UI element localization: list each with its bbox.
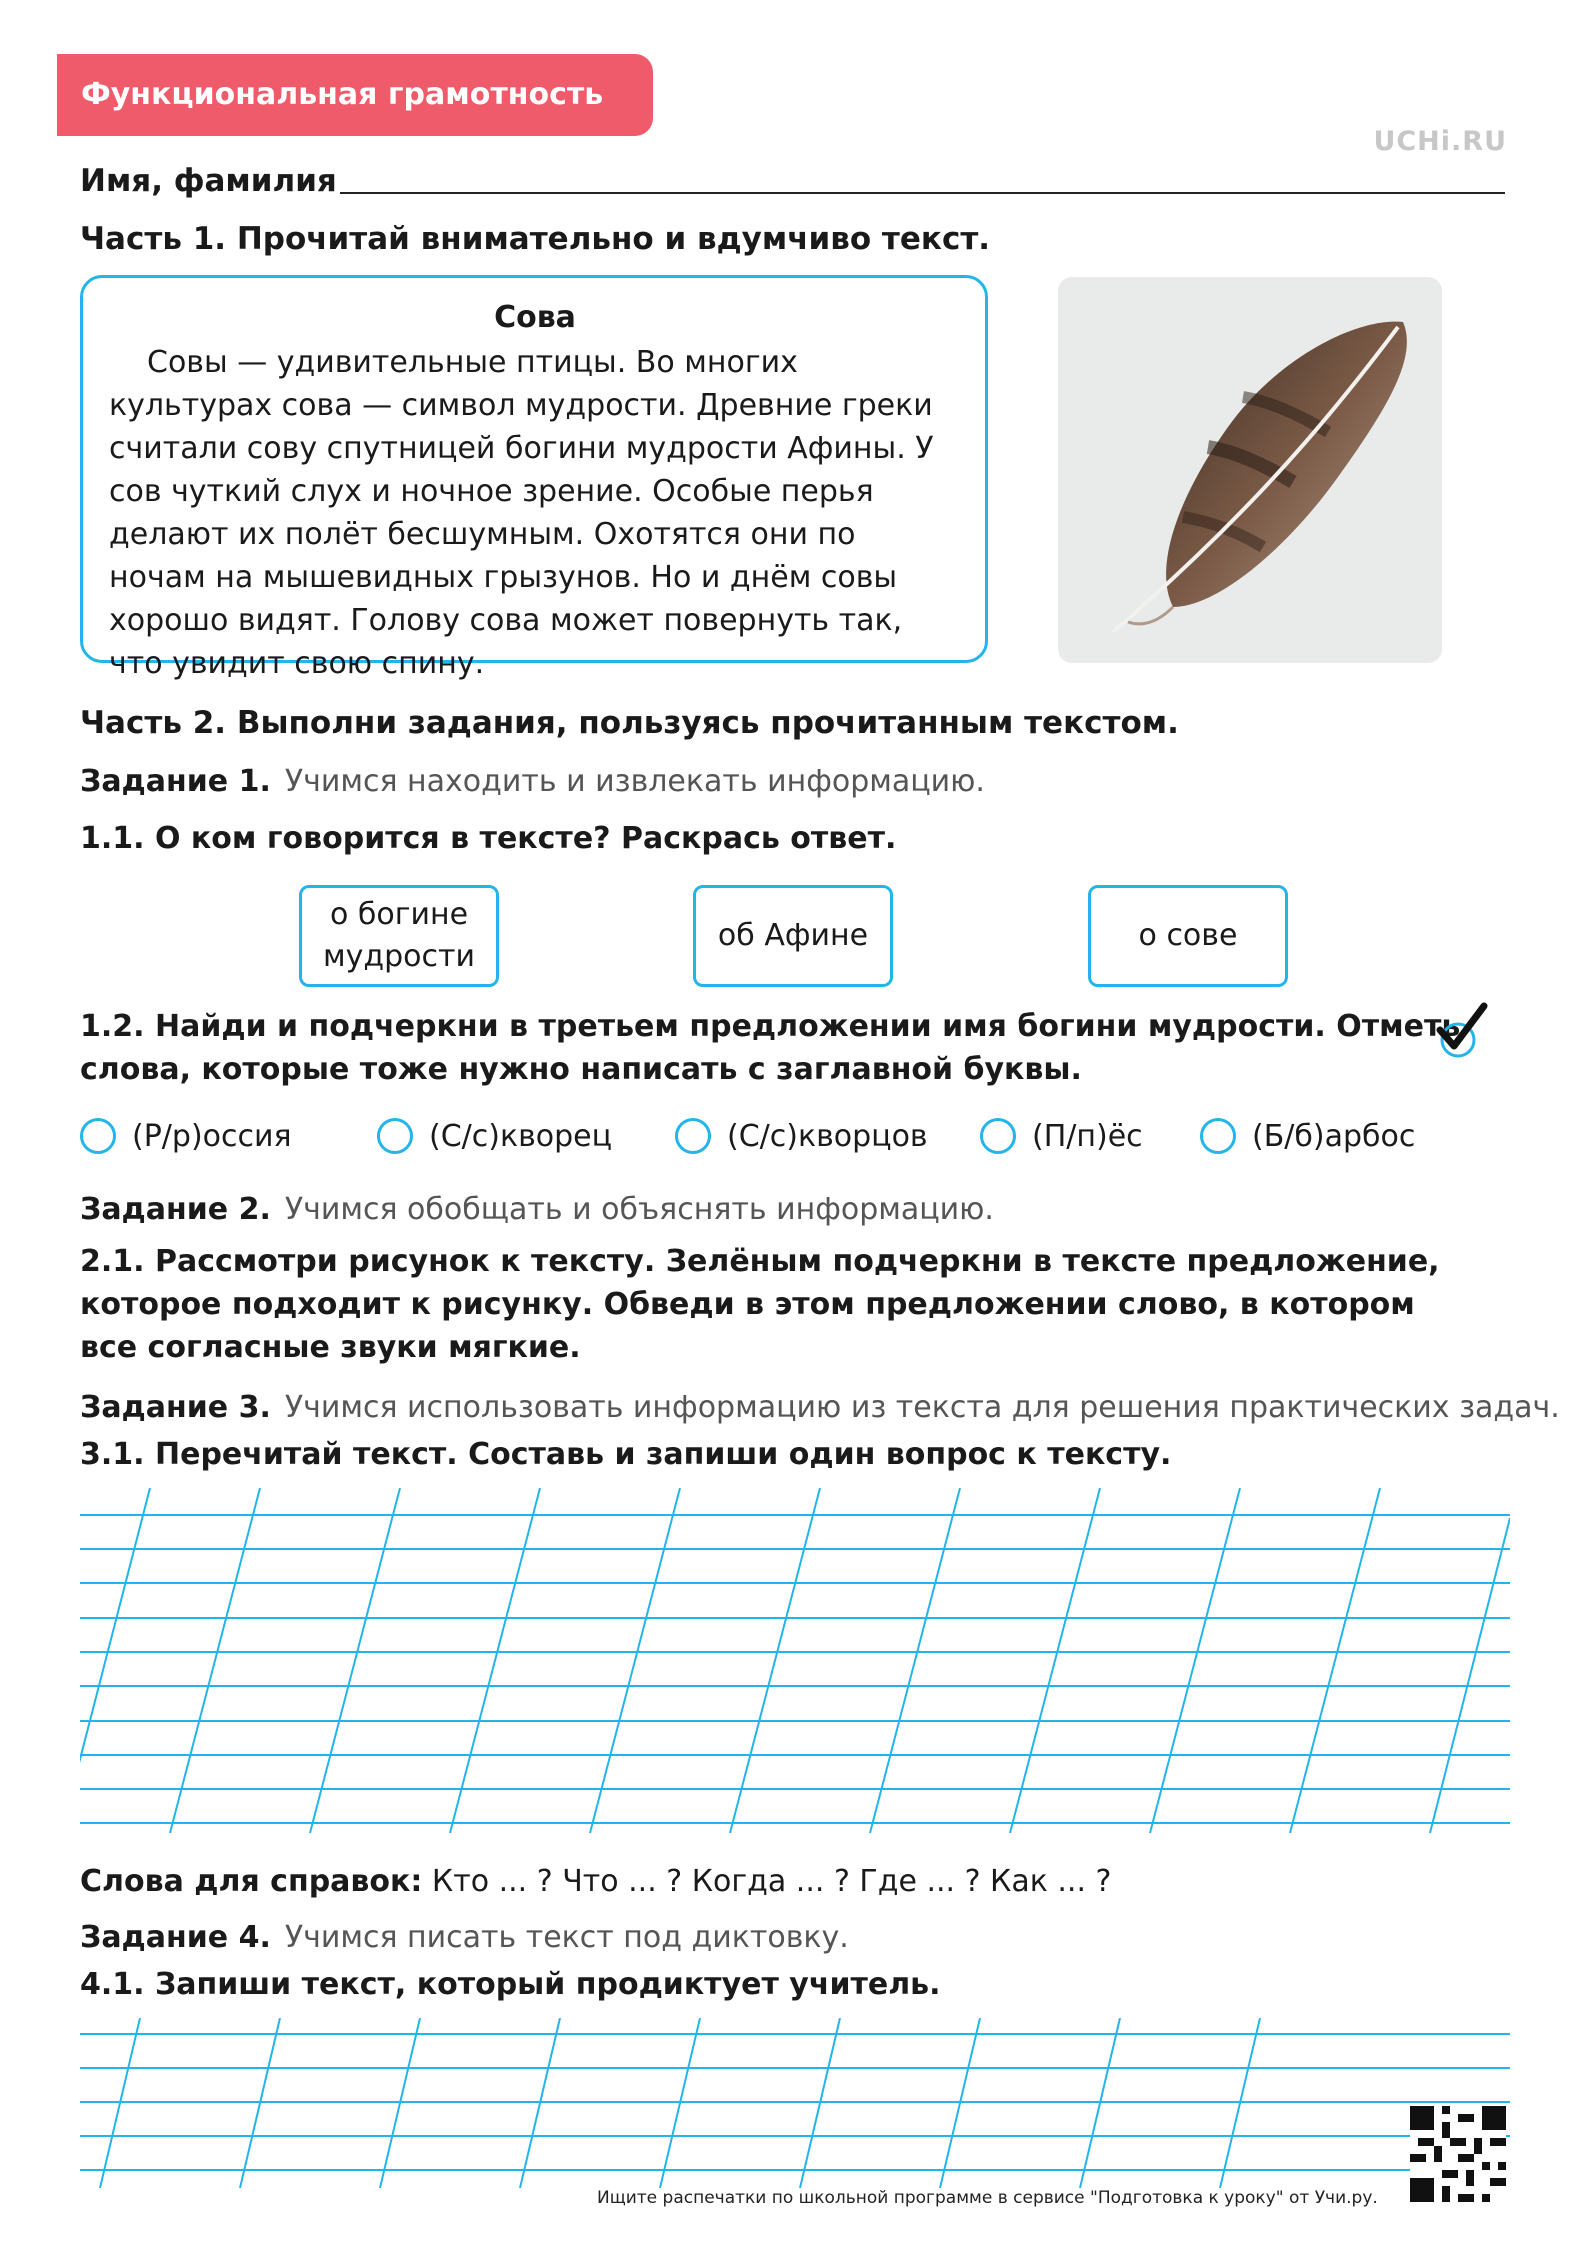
name-field[interactable]	[340, 192, 1505, 194]
answer-goddess[interactable]: о богине мудрости	[299, 885, 499, 987]
task4-number: Задание 4.	[80, 1920, 271, 1955]
header-tab: Функциональная грамотность	[57, 54, 653, 136]
option-skvortsov[interactable]: (С/с)кворцов	[675, 1118, 928, 1154]
task1-number: Задание 1.	[80, 764, 271, 799]
task3-number: Задание 3.	[80, 1390, 271, 1425]
reference-text: Кто ... ? Что ... ? Когда ... ? Где ... ? Как ... ?	[431, 1864, 1112, 1899]
question-3-1: 3.1. Перечитай текст. Составь и запиши один вопрос к тексту.	[80, 1437, 1172, 1472]
question-1-1: 1.1. О ком говорится в тексте? Раскрась ответ.	[80, 821, 897, 856]
brand-logo: UCHi.RU	[1373, 126, 1507, 157]
writing-lines-task4[interactable]	[80, 2018, 1510, 2192]
task2-number: Задание 2.	[80, 1192, 271, 1227]
reference-words	[80, 1864, 1111, 1899]
question-2-1-line2: которое подходит к рисунку. Обведи в этом предложении слово, в котором	[80, 1287, 1415, 1322]
option-pyos[interactable]: (П/п)ёс	[980, 1118, 1143, 1154]
task1-header	[80, 764, 985, 799]
task1-description: Учимся находить и извлекать информацию.	[284, 764, 985, 799]
radio-circle[interactable]	[980, 1118, 1016, 1154]
question-4-1: 4.1. Запиши текст, который продиктует учитель.	[80, 1967, 941, 2002]
task2-header	[80, 1192, 994, 1227]
part1-heading: Часть 1. Прочитай внимательно и вдумчиво текст.	[80, 221, 991, 257]
task3-header	[80, 1390, 1560, 1425]
radio-circle[interactable]	[377, 1118, 413, 1154]
radio-circle[interactable]	[1200, 1118, 1236, 1154]
text-body: Совы — удивительные птицы. Во многих культурах сова — символ мудрости. Древние греки считали сову спутницей богини мудрости Афины. У сов чуткий слух и ночное зрение. Особые перья делают их полёт бесшумным. Охотятся они по ночам на мышевидных грызунов. Но и днём совы хорошо видят. Голову сова может повернуть так, что увидит свою спину.	[109, 345, 934, 681]
feather-photo	[1058, 277, 1442, 663]
option-rossiya[interactable]: (Р/р)оссия	[80, 1118, 292, 1154]
part2-heading: Часть 2. Выполни задания, пользуясь прочитанным текстом.	[80, 705, 1179, 741]
writing-lines-task3[interactable]	[80, 1488, 1510, 1837]
task3-description: Учимся использовать информацию из текста для решения практических задач.	[284, 1390, 1560, 1425]
feather-icon	[1058, 277, 1442, 663]
answer-athena[interactable]: об Афине	[693, 885, 893, 987]
question-2-1-line3: все согласные звуки мягкие.	[80, 1330, 581, 1365]
qr-code	[1410, 2106, 1506, 2202]
footer-text: Ищите распечатки по школьной программе в сервисе "Подготовка к уроку" от Учи.ру.	[597, 2188, 1378, 2208]
question-1-2-line2: слова, которые тоже нужно написать с заглавной буквы.	[80, 1052, 1082, 1087]
radio-circle[interactable]	[80, 1118, 116, 1154]
answer-owl[interactable]: о сове	[1088, 885, 1288, 987]
task4-description: Учимся писать текст под диктовку.	[284, 1920, 849, 1955]
name-label: Имя, фамилия	[80, 163, 337, 199]
checkmark-icon	[1432, 1000, 1492, 1068]
reference-label: Слова для справок:	[80, 1864, 423, 1899]
question-2-1-line1: 2.1. Рассмотри рисунок к тексту. Зелёным подчеркни в тексте предложение,	[80, 1244, 1440, 1279]
reading-text-box	[80, 275, 988, 681]
task4-header	[80, 1920, 849, 1955]
option-barbos[interactable]: (Б/б)арбос	[1200, 1118, 1415, 1154]
option-skvorets[interactable]: (С/с)кворец	[377, 1118, 612, 1154]
task2-description: Учимся обобщать и объяснять информацию.	[284, 1192, 994, 1227]
question-1-2-line1: 1.2. Найди и подчеркни в третьем предложении имя богини мудрости. Отметь	[80, 1009, 1461, 1044]
text-title: Сова	[494, 300, 576, 335]
radio-circle[interactable]	[675, 1118, 711, 1154]
